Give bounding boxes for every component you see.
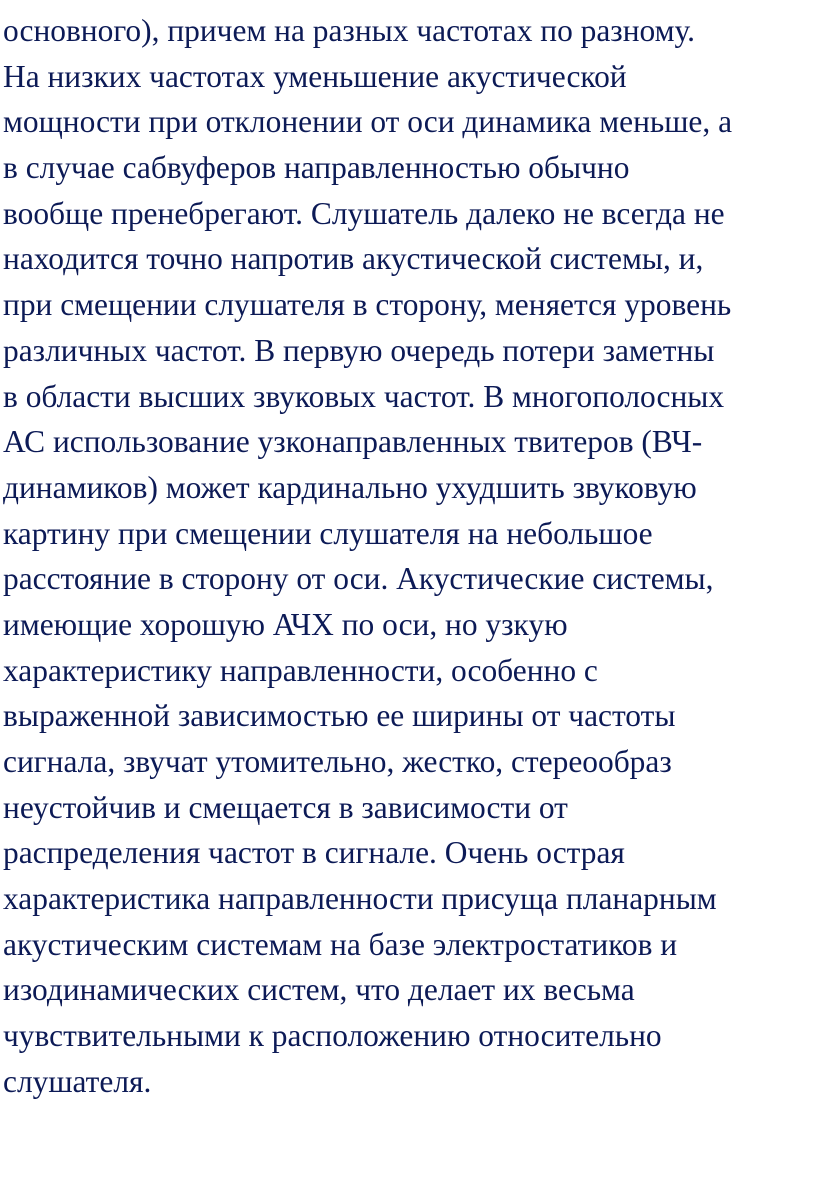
text-line: неустойчив и смещается в зависимости от — [3, 789, 568, 825]
text-line: имеющие хорошую АЧХ по оси, но узкую — [3, 606, 568, 642]
text-line: На низких частотах уменьшение акустической — [3, 58, 627, 94]
text-line: характеристика направленности присуща планарным — [3, 881, 717, 917]
text-line: картину при смещении слушателя на небольшое — [3, 515, 653, 551]
text-line: при смещении слушателя в сторону, меняется уровень — [3, 287, 732, 323]
text-line: в случае сабвуферов направленностью обычно — [3, 150, 630, 186]
text-line: акустическим системам на базе электростатиков и — [3, 926, 678, 962]
text-line: сигнала, звучат утомительно, жестко, стереообраз — [3, 744, 672, 779]
text-line: расстояние в сторону от оси. Акустические системы, — [3, 561, 714, 597]
text-line: чувствительными к расположению относительно — [3, 1018, 662, 1054]
body-text — [3, 8, 815, 1105]
text-line: динамиков) может кардинально ухудшить звуковую — [3, 469, 697, 505]
text-line: вообще пренебрегают. Слушатель далеко не всегда не — [3, 195, 725, 231]
text-line: слушателя. — [3, 1063, 152, 1099]
text-line: выраженной зависимостью ее ширины от частоты — [3, 698, 676, 734]
text-line: распределения частот в сигнале. Очень острая — [3, 835, 625, 871]
text-line: основного), причем на разных частотах по разному. — [3, 13, 695, 48]
text-line: в области высших звуковых частот. В многополосных — [3, 378, 725, 414]
text-line: различных частот. В первую очередь потери заметны — [3, 332, 715, 368]
text-line: находится точно напротив акустической системы, и, — [3, 241, 704, 277]
text-line: изодинамических систем, что делает их весьма — [3, 972, 635, 1008]
text-line: АС использование узконаправленных твитеров (ВЧ- — [3, 424, 703, 460]
text-line: мощности при отклонении от оси динамика меньше, а — [3, 104, 733, 140]
text-line: характеристику направленности, особенно с — [3, 652, 598, 688]
